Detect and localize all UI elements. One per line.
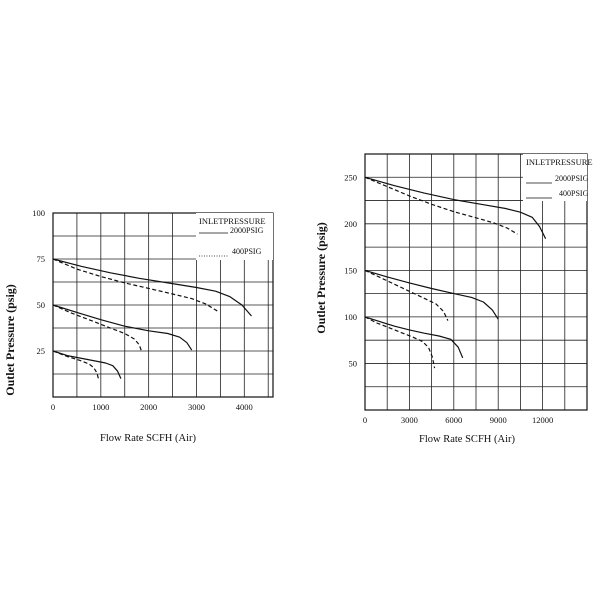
chart-left-y-tick-label-0: 25 xyxy=(36,346,45,356)
chart-right-series-line-0 xyxy=(365,177,546,238)
chart-right-y-tick-label-0: 50 xyxy=(348,358,357,369)
chart-left-legend-label-0: 2000PSIG xyxy=(230,226,264,235)
chart-left-series-line-5 xyxy=(53,351,98,379)
chart-left-series-line-1 xyxy=(53,259,218,311)
chart-right-x-tick-label-4: 12000 xyxy=(531,415,554,425)
chart-left-legend-label-1: 400PSIG xyxy=(232,247,262,256)
chart-right-series-line-5 xyxy=(365,317,435,368)
chart-right-y-tick-label-2: 150 xyxy=(344,265,357,276)
chart-right-x-tick-label-0: 0 xyxy=(362,415,368,425)
chart-right-x-axis-label: Flow Rate SCFH (Air) xyxy=(419,434,515,445)
chart-left-series-line-0 xyxy=(53,259,252,316)
chart-right-legend-label-1: 400PSIG xyxy=(559,189,589,198)
chart-left-y-tick-label-2: 75 xyxy=(36,254,45,264)
chart-right-y-tick-label-1: 100 xyxy=(344,311,357,322)
chart-right-series-line-1 xyxy=(365,177,517,234)
chart-right-legend-label-0: 2000PSIG xyxy=(555,174,589,183)
chart-left-x-tick-label-3: 3000 xyxy=(187,402,205,412)
chart-right-series-line-3 xyxy=(365,270,448,320)
chart-left-legend-title: INLETPRESSURE xyxy=(199,216,266,226)
chart-right-y-ticks xyxy=(344,172,357,368)
chart-right-legend-title: INLETPRESSURE xyxy=(526,157,593,167)
chart-left-x-tick-label-0: 0 xyxy=(50,402,56,412)
chart-right-y-axis-label: Outlet Pressure (psig) xyxy=(314,222,328,334)
chart-left-x-tick-label-1: 1000 xyxy=(92,402,110,412)
chart-left-x-axis-label: Flow Rate SCFH (Air) xyxy=(100,433,196,444)
chart-left-y-axis-label: Outlet Pressure (psig) xyxy=(3,284,17,396)
chart-right-x-ticks xyxy=(363,415,553,425)
chart-right-x-tick-label-1: 3000 xyxy=(400,415,418,425)
chart-left-y-tick-label-3: 100 xyxy=(32,208,45,218)
chart-left-y-tick-label-1: 50 xyxy=(36,300,45,310)
chart-right-x-tick-label-3: 9000 xyxy=(489,415,507,425)
chart-right-y-tick-label-4: 250 xyxy=(344,172,357,183)
chart-left-y-ticks xyxy=(32,208,45,356)
chart-left-x-ticks xyxy=(51,402,253,412)
chart-right-x-tick-label-2: 6000 xyxy=(445,415,463,425)
chart-right-y-tick-label-3: 200 xyxy=(344,218,357,229)
chart-left-series-line-4 xyxy=(53,351,121,379)
chart-left-x-tick-label-2: 2000 xyxy=(140,402,158,412)
chart-left-series xyxy=(53,259,252,379)
chart-right xyxy=(314,154,593,445)
chart-left xyxy=(3,208,273,444)
chart-left-series-line-2 xyxy=(53,305,192,350)
chart-right-series xyxy=(365,177,546,368)
chart-left-x-tick-label-4: 4000 xyxy=(235,402,253,412)
